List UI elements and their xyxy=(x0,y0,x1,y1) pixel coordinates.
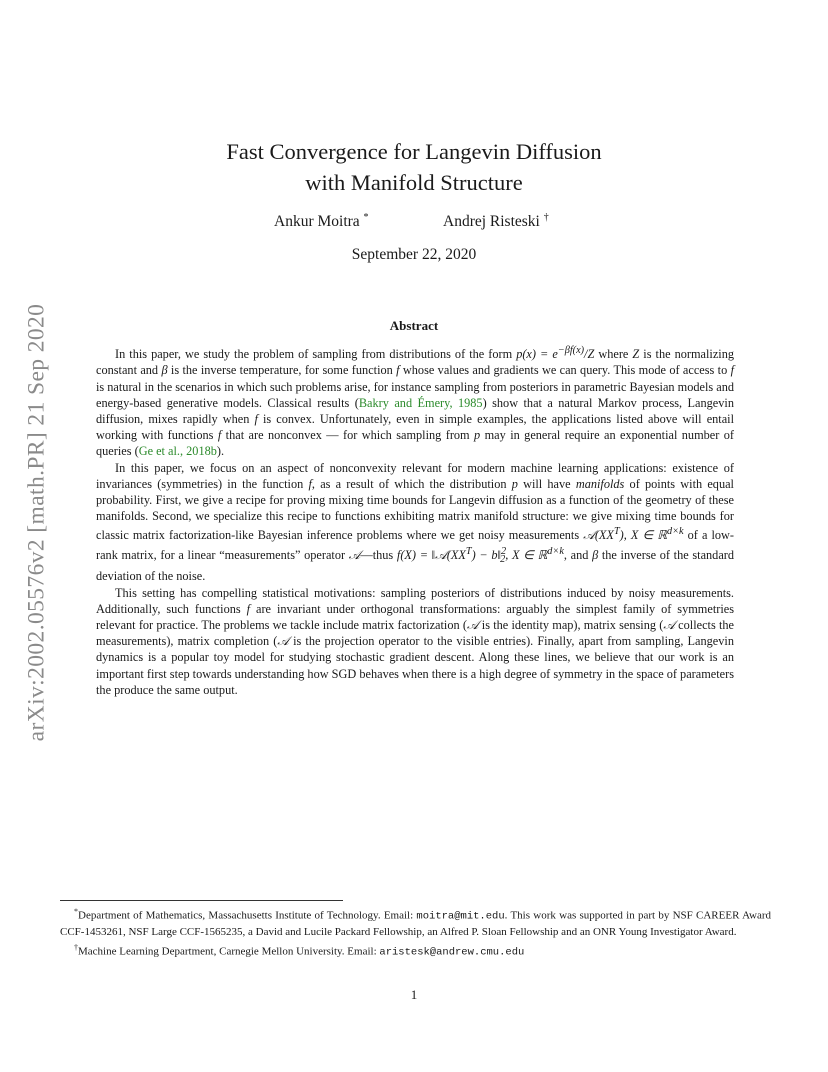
abstract-paragraph-3 xyxy=(96,585,734,698)
title-line-1: Fast Convergence for Langevin Diffusion xyxy=(226,139,602,164)
text-run: is convex. Unfortunately, even in simple examples, the applications listed above will entail working with functions xyxy=(96,411,735,443)
title-line-2: with Manifold Structure xyxy=(305,170,523,195)
text-run: is natural in the scenarios in which such problems arise, for instance sampling from posteriors in parametric Bayesian models and energy-based generative models. Classical results ( xyxy=(96,379,734,410)
math-run: /Z xyxy=(584,347,595,362)
emphasis-run: manifolds xyxy=(575,476,625,491)
text-run: of a low-rank matrix, for a linear “measurements” operator xyxy=(96,528,735,562)
text-run: collects the measurements), matrix completion ( xyxy=(96,617,734,649)
author-1 xyxy=(274,212,369,231)
text-run: the inverse of the standard deviation of the noise. xyxy=(96,547,735,584)
text-run: whose values and gradients we can query. This mode of access to xyxy=(399,363,731,378)
arxiv-id-text: arXiv:2002.05576v2 [math.PR] 21 Sep 2020 xyxy=(23,303,50,742)
author-1-mark: * xyxy=(363,212,369,223)
text-run: —thus xyxy=(360,547,397,562)
text-run: is the inverse temperature, for some function xyxy=(167,363,397,378)
math-run: p xyxy=(474,428,481,443)
footnote-text: Machine Learning Department, Carnegie Mellon University. Email: xyxy=(78,945,380,958)
math-run: f xyxy=(308,476,312,491)
text-run: is the projection operator to the visible entries). Finally, apart from sampling, Langevin dynamics is a popular toy model for studying stochastic gradient descent. Along these lines, we believe that our work is an important first step towards understanding how SGD behaves when there is a high degree of symmetry in the space of parameters the produce the same output. xyxy=(96,634,734,697)
math-run: 𝒜 xyxy=(663,617,675,632)
math-run: 𝒜 xyxy=(277,634,289,649)
math-superscript: T xyxy=(613,526,620,538)
math-superscript: 2 xyxy=(500,545,507,557)
paper-date: September 22, 2020 xyxy=(351,246,477,263)
math-run: β xyxy=(161,363,168,378)
citation-link[interactable]: Bakry and Émery, 1985 xyxy=(358,395,483,410)
math-run: p(x) = e xyxy=(516,347,558,362)
abstract-paragraph-2 xyxy=(96,460,734,585)
math-run: ), X ∈ ℝ xyxy=(619,528,667,543)
math-superscript: −βf(x) xyxy=(557,345,585,356)
math-run: 𝒜 xyxy=(348,547,361,562)
math-run: f xyxy=(396,363,400,378)
paper-title xyxy=(0,136,828,198)
footnote-1 xyxy=(60,904,771,940)
text-run: In this paper, we focus on an aspect of nonconvexity relevant for modern machine learning applications: existence of invariances (symmetries) in the function xyxy=(96,460,734,491)
text-run: In this paper, we study the problem of sampling from distributions of the form xyxy=(115,347,517,362)
text-run: This setting has compelling statistical motivations: sampling posteriors of distributions induced by noisy measurements. Additionally, such functions xyxy=(96,585,734,616)
text-run: , and xyxy=(563,547,593,562)
footnote-text: Department of Mathematics, Massachusetts Institute of Technology. Email: xyxy=(78,909,417,922)
math-run: f xyxy=(217,428,222,443)
abstract-body xyxy=(96,343,734,698)
footnote-mark: † xyxy=(74,943,78,953)
citation-link[interactable]: Ge et al., 2018b xyxy=(138,444,217,459)
math-run: f xyxy=(246,601,251,616)
math-run: β xyxy=(592,547,599,562)
text-run: will have xyxy=(517,476,576,491)
author-2-mark: † xyxy=(543,212,549,223)
text-run: that are nonconvex — for which sampling from xyxy=(221,428,475,443)
email-link[interactable]: moitra@mit.edu xyxy=(416,910,505,923)
abstract-paragraph-1 xyxy=(96,343,734,460)
math-superscript: d×k xyxy=(547,545,564,557)
text-run: are invariant under orthogonal transformations: arguably the simplest family of symmetries relevant for practice. The problems we tackle include matrix factorization ( xyxy=(96,601,734,632)
text-run: is the normalizing constant and xyxy=(96,347,734,378)
author-1-name: Ankur Moitra xyxy=(274,213,360,231)
footnotes xyxy=(60,904,771,961)
footnote-mark: * xyxy=(74,907,78,916)
math-run: Z xyxy=(632,347,640,362)
text-run: ). xyxy=(216,444,225,459)
footnote-2 xyxy=(60,940,771,961)
email-link[interactable]: aristesk@andrew.cmu.edu xyxy=(379,946,525,959)
page-number: 1 xyxy=(410,987,418,1002)
text-run: , as a result of which the distribution xyxy=(311,476,512,491)
text-run: where xyxy=(594,347,633,362)
math-run: f(X) = ‖𝒜(XX xyxy=(396,547,466,562)
math-run: f xyxy=(254,411,258,426)
math-subscript: 2 xyxy=(500,554,506,566)
math-run: 𝒜 xyxy=(466,617,479,632)
author-2-name: Andrej Risteski xyxy=(443,213,540,231)
arxiv-identifier-stamp xyxy=(22,270,52,775)
text-run: is the identity map), matrix sensing ( xyxy=(478,617,664,632)
math-superscript: d×k xyxy=(666,526,684,538)
text-run: may in general require an exponential number of queries ( xyxy=(96,428,734,459)
abstract-heading: Abstract xyxy=(389,318,439,333)
text-run: ) show that a natural Markov process, Langevin diffusion, mixes rapidly when xyxy=(96,395,734,426)
footnote-rule xyxy=(60,900,343,901)
math-run: , X ∈ ℝ xyxy=(505,547,548,562)
math-superscript: T xyxy=(465,545,472,557)
math-run: 𝒜(XX xyxy=(583,528,614,543)
math-run: f xyxy=(730,363,734,378)
math-run: ) − b‖ xyxy=(471,547,501,562)
math-run: p xyxy=(511,476,518,491)
author-2 xyxy=(443,212,549,231)
text-run: of points with equal probability. First, we give a recipe for proving mixing time bounds for Langevin diffusion as a function of the geometry of these manifolds. Second, we specialize this recipe to functions exhibiting matrix manifold structure: we give mixing time bounds for classic matrix factorization-like Bayesian inference problems where we get noisy measurements xyxy=(96,476,734,543)
footnote-text: . This work was supported in part by NSF CAREER Award CCF-1453261, NSF Large CCF-1565235, a David and Lucile Packard Fellowship, an Alfred P. Sloan Fellowship and an ONR Young Investigator Award. xyxy=(60,909,771,938)
